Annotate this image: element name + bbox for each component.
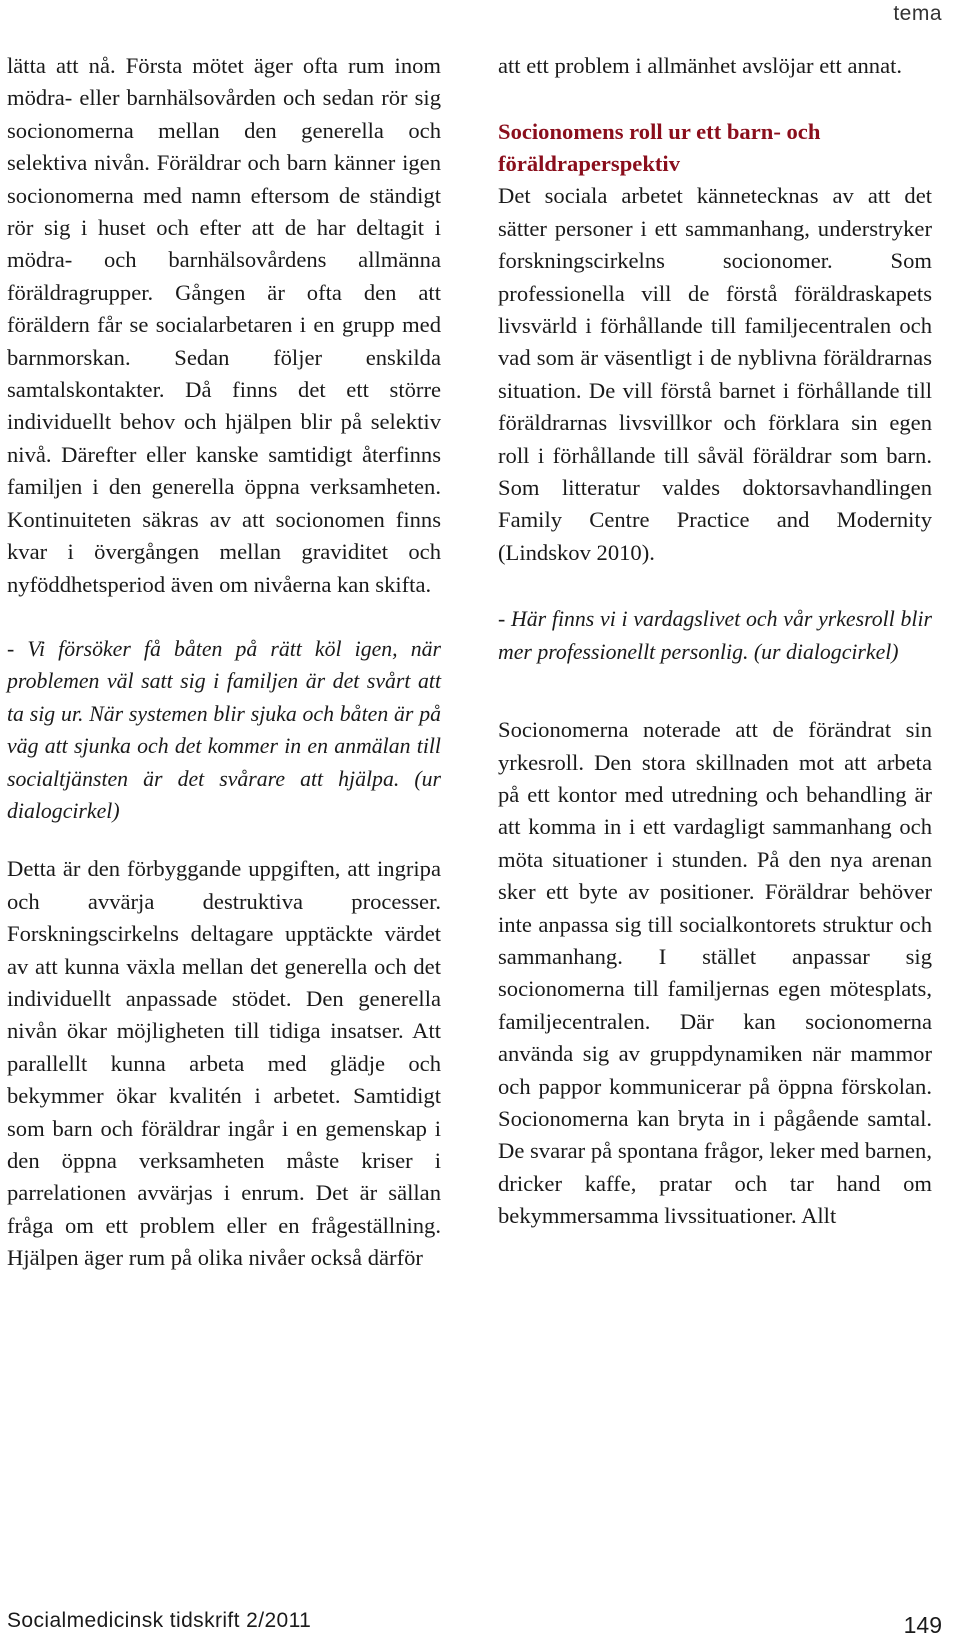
journal-title: Socialmedicinsk tidskrift 2/2011 — [7, 1609, 312, 1632]
page-number: 149 — [903, 1612, 942, 1638]
right-column — [498, 50, 932, 1233]
left-column — [7, 50, 441, 1275]
body-paragraph: Socionomerna noterade att de förändrat sin yrkesroll. Den stora skillnaden mot att arbeta på ett kontor med utredning och behandling är att komma in i ett vardagligt sammanhang och möta situationer i stunden. På den nya arenan sker ett byte av positioner. Föräldrar behöver inte anpassa sig till socialkontorets struktur och sammanhang. I stället anpassar sig socionomerna till familjernas egen mötesplats, familjecentralen. Där kan socionomerna använda sig av gruppdynamiken när mammor och pappor kommunicerar på öppna förskolan. Socionomerna kan bryta in i pågående samtal. De svarar på spontana frågor, leker med barnen, dricker kaffe, pratar och tar hand om bekymmersamma livssituationer. Allt — [498, 717, 932, 1229]
section-tag: tema — [893, 2, 942, 25]
section-heading: Socionomens roll ur ett barn- och föräldraperspektiv — [498, 119, 821, 177]
pull-quote: - Här finns vi i vardagslivet och vår yrkesroll blir mer professionellt personlig. (ur dialogcirkel) — [498, 607, 932, 664]
body-paragraph: lätta att nå. Första mötet äger ofta rum inom mödra- eller barnhälsovården och sedan rör sig socionomerna mellan den generella och selektiva nivån. Föräldrar och barn känner igen socionomerna med namn eftersom de ständigt rör sig i huset och efter att de har deltagit i mödra- och barnhälsovårdens allmänna föräldragrupper. Gången är ofta den att föräldern får se socialarbetaren i en grupp med barnmorskan. Sedan följer enskilda samtalskontakter. Då finns det ett större individuellt behov och hjälpen blir på selektiv nivå. Därefter eller kanske samtidigt återfinns familjen i den generella öppna verksamheten. Kontinuiteten säkras av att socionomen finns kvar i övergången mellan graviditet och nyföddhetsperiod även om nivåerna kan skifta. — [7, 53, 441, 597]
pull-quote: - Vi försöker få båten på rätt köl igen, när problemen väl satt sig i familjen är det svårt att ta sig ur. När systemen blir sjuka och båten är på väg att sjunka och det kommer in en anmälan till socialtjänsten är det svårare att hjälpa. (ur dialogcirkel) — [7, 636, 441, 823]
body-paragraph: Detta är den förbyggande uppgiften, att ingripa och avvärja destruktiva processer. Forskningscirkelns deltagare upptäckte värdet av att kunna växla mellan det generella och det individuellt anpassade stödet. Den generella nivån ökar möjligheten till tidiga insatser. Att parallellt kunna arbeta med glädje och bekymmer ökar kvalitén i arbetet. Samtidigt som barn och föräldrar ingår i en gemenskap i den öppna verksamheten måste kriser i parrelationen avvärjas i enrum. Det är sällan fråga om ett problem eller en frågeställning. Hjälpen äger rum på olika nivåer också därför — [7, 856, 441, 1271]
body-paragraph: att ett problem i allmänhet avslöjar ett annat. — [498, 53, 903, 78]
body-paragraph: Det sociala arbetet kännetecknas av att det sätter personer i ett sammanhang, understryker forskningscirkelns socionomer. Som professionella vill de förstå föräldraskapets livsvärld i förhållande till familjecentralen och vad som är väsentligt i de nyblivna föräldrarnas situation. De vill förstå barnet i förhållande till föräldrarnas livsvillkor och förklara sin egen roll i förhållande till såväl föräldrar som barn. Som litteratur valdes doktorsavhandlingen Family Centre Practice and Modernity (Lindskov 2010). — [498, 183, 932, 565]
